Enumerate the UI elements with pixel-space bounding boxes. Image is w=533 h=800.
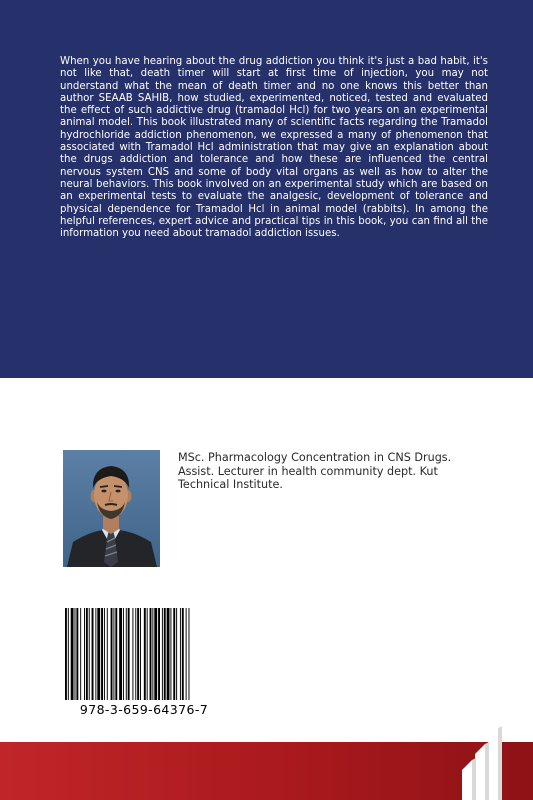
barcode-bar <box>123 608 124 700</box>
barcode-bar <box>176 608 177 700</box>
barcode-bar <box>167 608 170 700</box>
barcode-bar <box>147 608 148 700</box>
barcode-bar <box>95 608 96 700</box>
barcode-bar <box>140 608 141 700</box>
barcode-bar <box>154 608 157 700</box>
barcode-bar <box>101 608 103 700</box>
barcode-bar <box>170 608 171 700</box>
barcode-bar <box>97 608 100 700</box>
band-gradient <box>0 742 533 800</box>
barcode-bar <box>152 608 153 700</box>
book-blurb: When you have hearing about the drug addiction you think it's just a bad habit, it's not like that, death timer will start at first time of injection, you may not understand what the mean of death timer and no one knows this better than author SEAAB SAHIB, how studied, experimented, noticed, tested and evaluated the effect of such addictive drug (tramadol Hcl) for two years on an experimental animal model. This book illustrated many of scientific facts regarding the Tramadol hydrochloride addiction phenomenon, we expressed a many of phenomenon that associated with Tramadol Hcl administration that may give an explanation about the drugs addiction and tolerance and how these are influenced the central nervous system CNS and some of body vital organs as well as how to alter the neural behaviors. This book involved on an experimental study which are based on an experimental tests to evaluate the analgesic, development of tolerance and physical dependence for Tramadol Hcl in animal model (rabbits). In among the helpful references, expert advice and practical tips in this book, you can find all the information you need about tramadol addiction issues. <box>60 56 488 240</box>
isbn-number: 978-3-659-64376-7 <box>79 702 209 717</box>
barcode-bar <box>137 608 139 700</box>
barcode-bar <box>86 608 88 700</box>
barcode-bar <box>173 608 175 700</box>
barcode-bar <box>164 608 166 700</box>
barcode-bar <box>76 608 78 700</box>
barcode-bar <box>186 608 187 700</box>
barcode-bar <box>68 608 69 700</box>
barcode-bar <box>113 608 114 700</box>
barcode-bar <box>158 608 160 700</box>
barcode-bar <box>115 608 117 700</box>
barcode-bar <box>189 608 190 700</box>
barcode-icon <box>63 608 225 700</box>
barcode-bar <box>128 608 130 700</box>
barcode-bar <box>132 608 133 700</box>
publisher-band <box>0 742 533 800</box>
barcode-bar <box>80 608 81 700</box>
barcode-bar <box>150 608 152 700</box>
barcode-bar <box>119 608 122 700</box>
barcode-bar <box>180 608 181 700</box>
author-bio: MSc. Pharmacology Concentration in CNS Drugs. Assist. Lecturer in health community dept. Kut Technical Institute. <box>178 451 452 492</box>
barcode <box>63 608 225 720</box>
barcode-bar <box>107 608 108 700</box>
barcode-bar <box>104 608 105 700</box>
barcode-bar <box>75 608 76 700</box>
barcode-bar <box>182 608 184 700</box>
barcode-bar <box>111 608 113 700</box>
barcode-bar <box>71 608 74 700</box>
barcode-bar <box>92 608 94 700</box>
barcode-bar <box>144 608 146 700</box>
barcode-bar <box>162 608 163 700</box>
barcode-bar <box>89 608 90 700</box>
author-portrait-icon <box>63 450 160 567</box>
author-photo <box>63 450 160 567</box>
barcode-bar <box>84 608 85 700</box>
barcode-bar <box>65 608 67 700</box>
publisher-logo-icon <box>456 712 508 800</box>
barcode-bar <box>126 608 127 700</box>
blurb-panel <box>0 0 533 378</box>
barcode-bar <box>135 608 136 700</box>
